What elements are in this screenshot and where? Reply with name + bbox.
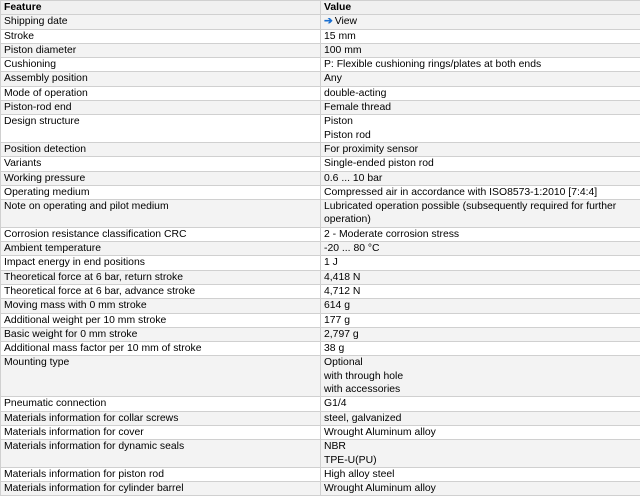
value-line: 2,797 g <box>324 328 359 340</box>
value-line: Wrought Aluminum alloy <box>324 426 436 438</box>
table-row <box>1 411 640 425</box>
value-cell <box>321 157 640 171</box>
feature-cell: Assembly position <box>1 72 321 86</box>
value-line: double-acting <box>324 87 387 99</box>
value-cell <box>321 299 640 313</box>
value-line: 4,418 N <box>324 271 361 283</box>
feature-cell: Materials information for cylinder barrel <box>1 482 321 496</box>
value-cell <box>321 327 640 341</box>
value-cell <box>321 86 640 100</box>
value-cell <box>321 270 640 284</box>
value-line: Compressed air in accordance with ISO8573-1:2010 [7:4:4] <box>324 186 598 198</box>
value-cell <box>321 284 640 298</box>
value-line: P: Flexible cushioning rings/plates at both ends <box>324 59 542 71</box>
value-line: G1/4 <box>324 398 347 410</box>
value-line: 2 - Moderate corrosion stress <box>324 228 460 240</box>
table-row <box>1 440 640 468</box>
value-cell <box>321 171 640 185</box>
value-cell <box>321 411 640 425</box>
value-cell <box>321 58 640 72</box>
feature-cell: Piston diameter <box>1 43 321 57</box>
table-row <box>1 482 640 496</box>
value-line: Any <box>324 73 342 85</box>
feature-cell: Shipping date <box>1 15 321 29</box>
table-row <box>1 86 640 100</box>
feature-cell: Ambient temperature <box>1 242 321 256</box>
value-cell <box>321 227 640 241</box>
table-row <box>1 227 640 241</box>
value-cell <box>321 43 640 57</box>
feature-cell: Theoretical force at 6 bar, return stroke <box>1 270 321 284</box>
header-row <box>1 1 640 15</box>
table-row <box>1 284 640 298</box>
feature-cell: Moving mass with 0 mm stroke <box>1 299 321 313</box>
value-line: NBR <box>324 441 346 453</box>
table-row <box>1 171 640 185</box>
value-line: 100 mm <box>324 44 362 56</box>
value-line: Piston rod <box>324 129 371 141</box>
feature-cell: Materials information for dynamic seals <box>1 440 321 468</box>
value-line: 1 J <box>324 257 338 269</box>
value-cell <box>321 142 640 156</box>
feature-cell: Materials information for piston rod <box>1 467 321 481</box>
value-line: 177 g <box>324 314 351 326</box>
value-line: -20 ... 80 °C <box>324 243 380 255</box>
value-line: Wrought Aluminum alloy <box>324 483 436 495</box>
feature-cell: Working pressure <box>1 171 321 185</box>
value-cell <box>321 72 640 86</box>
value-line: steel, galvanized <box>324 412 402 424</box>
arrow-right-icon: ➔ <box>324 16 333 28</box>
table-row <box>1 115 640 143</box>
feature-cell: Theoretical force at 6 bar, advance stroke <box>1 284 321 298</box>
value-line: 38 g <box>324 343 345 355</box>
table-row <box>1 467 640 481</box>
feature-cell: Mode of operation <box>1 86 321 100</box>
table-row <box>1 342 640 356</box>
value-line: Lubricated operation possible (subsequently required for further operation) <box>324 201 617 226</box>
table-row <box>1 397 640 411</box>
value-cell <box>321 185 640 199</box>
feature-cell: Corrosion resistance classification CRC <box>1 227 321 241</box>
view-link[interactable] <box>324 16 357 27</box>
table-row <box>1 242 640 256</box>
value-line: TPE-U(PU) <box>324 454 377 466</box>
value-line: Optional <box>324 357 363 369</box>
view-link-label: View <box>334 16 358 28</box>
feature-cell: Pneumatic connection <box>1 397 321 411</box>
table-row <box>1 256 640 270</box>
table-row <box>1 313 640 327</box>
feature-cell: Basic weight for 0 mm stroke <box>1 327 321 341</box>
feature-cell: Stroke <box>1 29 321 43</box>
value-cell <box>321 256 640 270</box>
table-row <box>1 299 640 313</box>
value-cell <box>321 342 640 356</box>
feature-cell: Variants <box>1 157 321 171</box>
value-cell <box>321 115 640 143</box>
value-line: For proximity sensor <box>324 143 419 155</box>
table-row <box>1 185 640 199</box>
header-feature: Feature <box>1 1 321 15</box>
value-cell <box>321 29 640 43</box>
value-cell <box>321 200 640 228</box>
value-line: 614 g <box>324 300 351 312</box>
value-cell <box>321 425 640 439</box>
header-value: Value <box>321 1 640 15</box>
feature-cell: Piston-rod end <box>1 101 321 115</box>
value-cell <box>321 482 640 496</box>
value-line: 15 mm <box>324 30 356 42</box>
value-line: with through hole <box>324 370 404 382</box>
value-cell <box>321 467 640 481</box>
feature-cell: Additional mass factor per 10 mm of stroke <box>1 342 321 356</box>
value-line: High alloy steel <box>324 468 395 480</box>
feature-cell: Impact energy in end positions <box>1 256 321 270</box>
feature-cell: Operating medium <box>1 185 321 199</box>
value-line: Single-ended piston rod <box>324 158 434 170</box>
value-line: with accessories <box>324 384 401 396</box>
feature-cell: Cushioning <box>1 58 321 72</box>
feature-cell: Position detection <box>1 142 321 156</box>
feature-cell: Additional weight per 10 mm stroke <box>1 313 321 327</box>
value-cell <box>321 15 640 29</box>
feature-cell: Materials information for cover <box>1 425 321 439</box>
feature-cell: Note on operating and pilot medium <box>1 200 321 228</box>
value-cell <box>321 440 640 468</box>
feature-cell: Design structure <box>1 115 321 143</box>
table-row <box>1 425 640 439</box>
table-row <box>1 101 640 115</box>
table-row <box>1 270 640 284</box>
table-row <box>1 157 640 171</box>
table-row <box>1 15 640 29</box>
value-line: 4,712 N <box>324 285 361 297</box>
value-cell <box>321 313 640 327</box>
value-cell <box>321 397 640 411</box>
value-cell <box>321 242 640 256</box>
value-line: Piston <box>324 116 353 128</box>
table-row <box>1 43 640 57</box>
table-row <box>1 58 640 72</box>
table-row <box>1 200 640 228</box>
value-line: 0.6 ... 10 bar <box>324 172 383 184</box>
value-line: Female thread <box>324 102 391 114</box>
value-cell <box>321 101 640 115</box>
table-row <box>1 356 640 397</box>
table-row <box>1 142 640 156</box>
table-row <box>1 327 640 341</box>
value-cell <box>321 356 640 397</box>
feature-cell: Mounting type <box>1 356 321 397</box>
table-row <box>1 29 640 43</box>
feature-cell: Materials information for collar screws <box>1 411 321 425</box>
table-row <box>1 72 640 86</box>
